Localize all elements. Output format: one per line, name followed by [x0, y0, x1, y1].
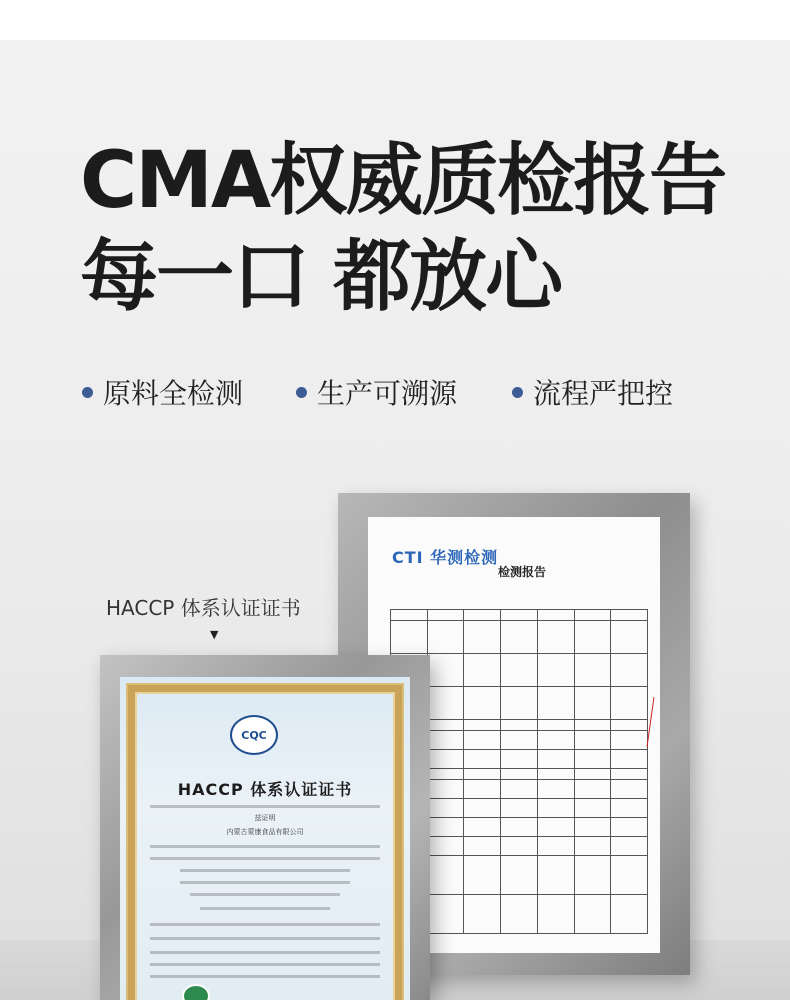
feature-list: [82, 372, 722, 412]
certificate-text-line: [150, 845, 380, 848]
certificate-text-line: [150, 857, 380, 860]
certificate-frame: [100, 655, 430, 1000]
certificate-text-line: [180, 881, 350, 884]
certificate-title: HACCP 体系认证证书: [177, 780, 353, 799]
certificate-text-line: [150, 923, 380, 926]
certificate-text-line: [150, 805, 380, 808]
certificate-text-line: [200, 907, 330, 910]
certificate-text-line: [150, 963, 380, 966]
certificate-text-line: [190, 893, 340, 896]
bullet-dot-icon: [296, 387, 307, 398]
caret-down-icon: ▼: [210, 628, 219, 641]
certificate-caption: HACCP 体系认证证书: [106, 596, 301, 620]
feature-item: [82, 372, 243, 412]
feature-item: [296, 372, 457, 412]
certificate-text-line: [150, 951, 380, 954]
certificate-text-line: [150, 937, 380, 940]
certificate-text-line: [180, 869, 350, 872]
bullet-dot-icon: [512, 387, 523, 398]
feature-label: 生产可溯源: [317, 377, 458, 410]
cti-logo: CTI 华测检测: [392, 548, 499, 567]
bullet-dot-icon: [82, 387, 93, 398]
feature-label: 原料全检测: [103, 377, 244, 410]
certificate-text-line: [150, 975, 380, 978]
certificate-company: 内蒙古蒙康食品有限公司: [226, 828, 304, 836]
report-title: 检测报告: [498, 565, 547, 579]
feature-item: [512, 372, 673, 412]
feature-label: 流程严把控: [533, 377, 674, 410]
headline-line-1: CMA权威质检报告: [80, 136, 726, 226]
certificate-document: [120, 677, 410, 1000]
headline-line-2: 每一口 都放心: [80, 232, 562, 322]
certificate-subtitle: 兹证明: [254, 814, 276, 822]
cqc-logo: CQC: [230, 715, 278, 755]
